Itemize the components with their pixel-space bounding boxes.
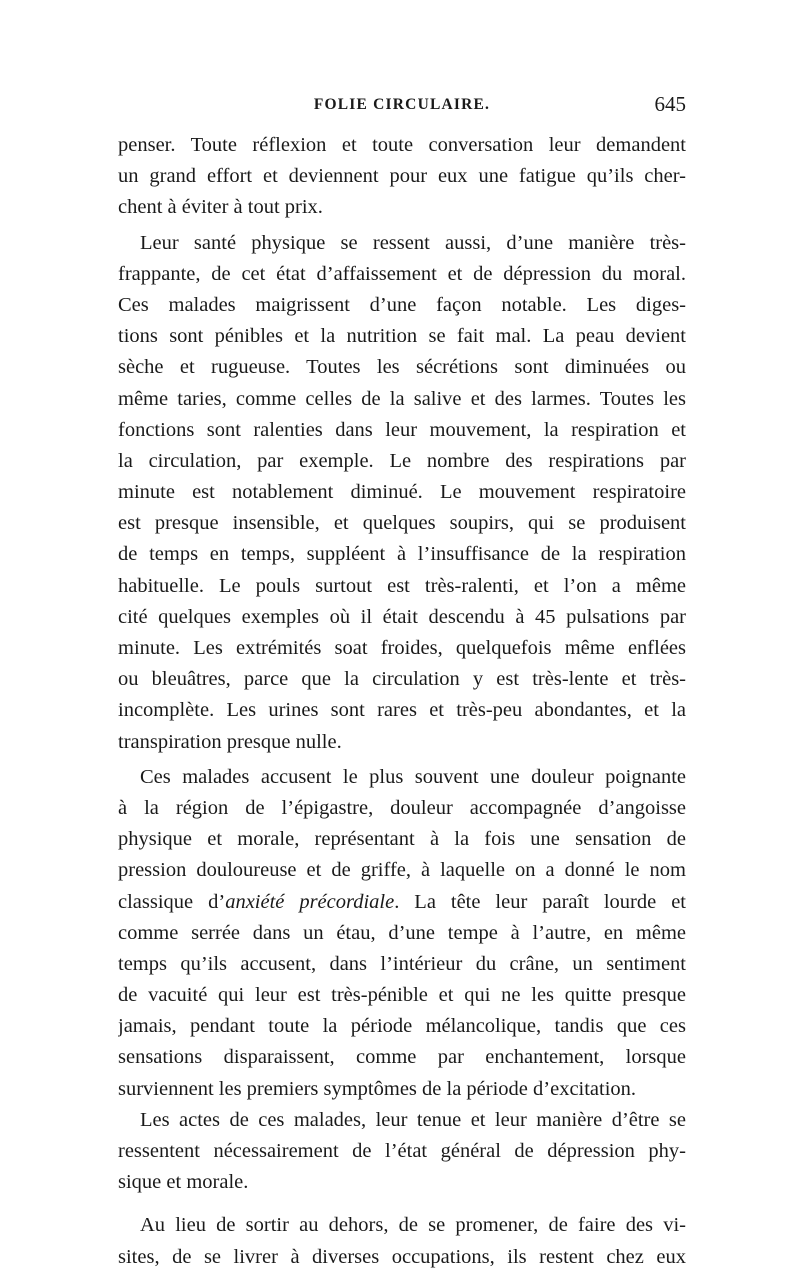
text-line: sites, de se livrer à diverses occupations, ils restent chez eux [118, 1245, 686, 1268]
text-line: Ces malades maigrissent d’une façon notable. Les diges- [118, 293, 686, 316]
paragraph-4 [118, 1105, 686, 1199]
running-header [118, 92, 686, 122]
text-line: ressentent nécessairement de l’état général de dépression phy- [118, 1140, 686, 1162]
running-title: FOLIE CIRCULAIRE. [313, 96, 491, 113]
text-line: Au lieu de sortir au dehors, de se promener, de faire des vi- [140, 1214, 686, 1237]
text-line: fonctions sont ralenties dans leur mouvement, la respiration et [118, 418, 686, 441]
text-line: même taries, comme celles de la salive et des larmes. Toutes les [118, 387, 686, 410]
text-line: de temps en temps, suppléent à l’insuffisance de la respiration [118, 543, 686, 566]
text-line: penser. Toute réflexion et toute conversation leur demandent [118, 134, 686, 156]
paragraph-5 [118, 1210, 686, 1272]
text-line: cité quelques exemples où il était descendu à 45 pulsations par [118, 605, 686, 628]
text-line: la circulation, par exemple. Le nombre des respirations par [118, 449, 686, 472]
paragraph-1 [118, 130, 686, 224]
paragraph-3 [118, 762, 686, 1105]
text-line: transpiration presque nulle. [118, 730, 342, 753]
text-line: minute. Les extrémités soat froides, quelquefois même enflées [118, 637, 686, 659]
text-line: minute est notablement diminué. Le mouvement respiratoire [118, 481, 686, 504]
text-line: Leur santé physique se ressent aussi, d’une manière très- [140, 231, 686, 254]
text-line-with-italic [118, 887, 686, 918]
text-line: pression douloureuse et de griffe, à laquelle on a donné le nom [118, 859, 686, 882]
paragraph-2 [118, 228, 686, 758]
text-line: tions sont pénibles et la nutrition se fait mal. La peau devient [118, 325, 686, 348]
text-fragment: classique d’ [118, 890, 226, 913]
text-line: habituelle. Le pouls surtout est très-ralenti, et l’on a même [118, 574, 686, 597]
text-line: sensations disparaissent, comme par enchantement, lorsque [118, 1046, 686, 1069]
text-line: physique et morale, représentant à la fois une sensation de [118, 828, 686, 851]
text-line: frappante, de cet état d’affaissement et de dépression du moral. [118, 262, 686, 285]
text-line: comme serrée dans un étau, d’une tempe à l’autre, en même [118, 921, 686, 944]
text-line: Ces malades accusent le plus souvent une douleur poignante [140, 765, 686, 788]
text-line: Les actes de ces malades, leur tenue et leur manière d’être se [140, 1108, 686, 1131]
text-line: incomplète. Les urines sont rares et très-peu abondantes, et la [118, 699, 686, 722]
text-line: chent à éviter à tout prix. [118, 196, 323, 219]
text-line: jamais, pendant toute la période mélancolique, tandis que ces [118, 1015, 686, 1038]
text-line: surviennent les premiers symptômes de la période d’excitation. [118, 1077, 637, 1100]
text-line: un grand effort et deviennent pour eux une fatigue qu’ils cher- [118, 165, 686, 188]
italic-term: anxiété précordiale [225, 890, 395, 913]
text-fragment: . La tête leur paraît lourde et [394, 890, 686, 913]
text-line: de vacuité qui leur est très-pénible et qui ne les quitte presque [118, 984, 686, 1007]
page-number: 645 [654, 92, 686, 116]
text-line: sique et morale. [118, 1171, 249, 1194]
text-line: temps qu’ils accusent, dans l’intérieur du crâne, un sentiment [118, 952, 686, 975]
body-text [118, 130, 686, 1273]
text-line: à la région de l’épigastre, douleur accompagnée d’angoisse [118, 796, 686, 819]
text-line: est presque insensible, et quelques soupirs, qui se produisent [118, 512, 686, 535]
text-line: ou bleuâtres, parce que la circulation y est très-lente et très- [118, 668, 686, 691]
text-line: sèche et rugueuse. Toutes les sécrétions sont diminuées ou [118, 356, 686, 379]
